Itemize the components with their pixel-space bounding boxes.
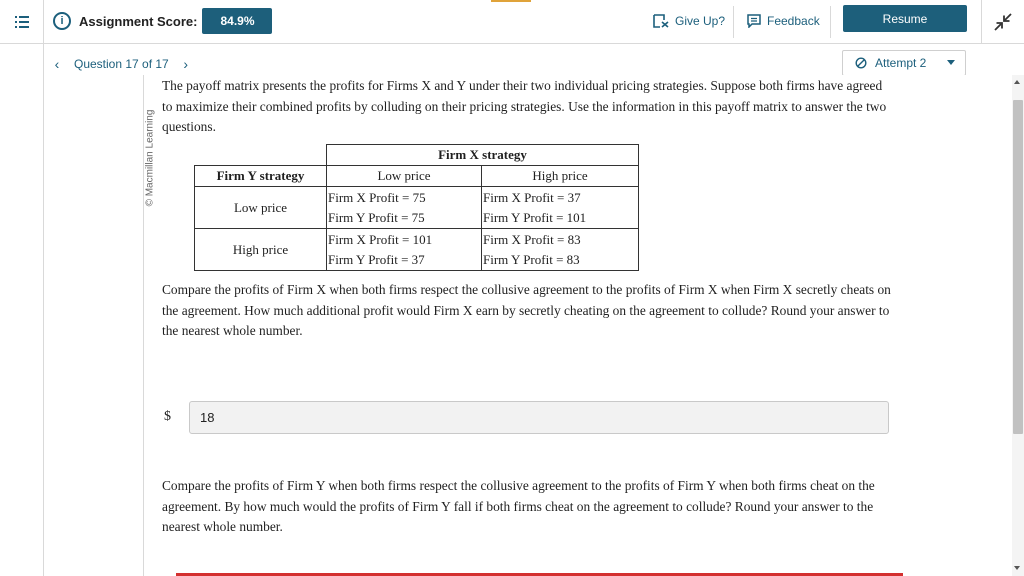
payoff-cell-high-low [327, 229, 482, 271]
question-intro: The payoff matrix presents the profits for Firms X and Y under their two individual pricing strategies. Suppose both firms have agreed to maximize their combined profits by colluding on their pricing strategies. Use the information in this payoff matrix to answer the two questions. [162, 78, 887, 134]
part1-answer-input[interactable] [189, 401, 889, 434]
collapse-arrows-icon [993, 12, 1013, 32]
scroll-up-arrow-icon[interactable] [1014, 80, 1020, 84]
firm-y-profit: Firm Y Profit = 37 [328, 251, 425, 267]
firm-x-strategy-header: Firm X strategy [327, 145, 639, 166]
copyright-credit [138, 102, 162, 214]
previous-question-chevron-left-icon[interactable]: ‹ [54, 56, 60, 72]
firm-x-profit: Firm X Profit = 83 [483, 231, 581, 247]
currency-symbol: $ [164, 409, 171, 424]
give-up-label: Give Up? [675, 14, 726, 28]
feedback-label: Feedback [767, 14, 820, 28]
question-counter[interactable]: Question 17 of 17 [74, 57, 169, 71]
firm-y-profit: Firm Y Profit = 83 [483, 251, 580, 267]
give-up-button[interactable] [653, 8, 725, 34]
scrollbar-thumb[interactable] [1013, 100, 1023, 434]
divider [830, 6, 831, 38]
menu-button[interactable] [0, 0, 44, 44]
give-up-icon [653, 14, 669, 28]
question-nav [50, 55, 193, 73]
copyright-text: © Macmillan Learning [144, 109, 156, 207]
resume-button[interactable]: Resume [843, 5, 967, 32]
firm-y-strategy-header: Firm Y strategy [195, 166, 327, 187]
firm-x-profit: Firm X Profit = 37 [483, 189, 581, 205]
assignment-score-label: Assignment Score: [79, 13, 198, 29]
row-low-price: Low price [195, 187, 327, 229]
firm-y-profit: Firm Y Profit = 75 [328, 209, 425, 225]
ban-icon [855, 57, 867, 69]
column-high-price: High price [482, 166, 639, 187]
assignment-score-badge: 84.9% [202, 8, 272, 34]
matrix-corner [195, 145, 327, 166]
feedback-button[interactable] [747, 8, 820, 34]
collapse-button[interactable] [981, 0, 1024, 44]
scroll-down-arrow-icon[interactable] [1014, 566, 1020, 570]
column-low-price: Low price [327, 166, 482, 187]
left-rail [0, 44, 44, 576]
firm-y-profit: Firm Y Profit = 101 [483, 209, 587, 225]
divider [733, 6, 734, 38]
top-bar [0, 0, 1024, 44]
caret-down-icon [947, 60, 955, 65]
attempt-label: Attempt 2 [875, 56, 927, 70]
info-icon[interactable]: i [53, 12, 71, 30]
top-progress-accent [491, 0, 531, 2]
payoff-cell-low-high [482, 187, 639, 229]
payoff-cell-low-low [327, 187, 482, 229]
attempt-dropdown[interactable] [842, 50, 966, 76]
part2-prompt: Compare the profits of Firm Y when both firms respect the collusive agreement to the profits of Firm Y when both firms cheat on the agreement. By how much would the profits of Firm Y fall if both firms cheat on the agreement to collude? Round your answer to the nearest whole number. [162, 478, 875, 534]
list-menu-icon [15, 15, 29, 29]
payoff-cell-high-high [482, 229, 639, 271]
row-high-price: High price [195, 229, 327, 271]
next-question-chevron-right-icon[interactable]: › [183, 56, 189, 72]
part1-prompt: Compare the profits of Firm X when both firms respect the collusive agreement to the profits of Firm X when Firm X secretly cheats on the agreement. How much additional profit would Firm X earn by secretly cheating on the agreement to collude? Round your answer to the nearest whole number. [162, 282, 891, 338]
assignment-score [53, 8, 272, 34]
feedback-icon [747, 14, 761, 28]
firm-x-profit: Firm X Profit = 101 [328, 231, 433, 247]
firm-x-profit: Firm X Profit = 75 [328, 189, 426, 205]
payoff-matrix [194, 144, 639, 271]
